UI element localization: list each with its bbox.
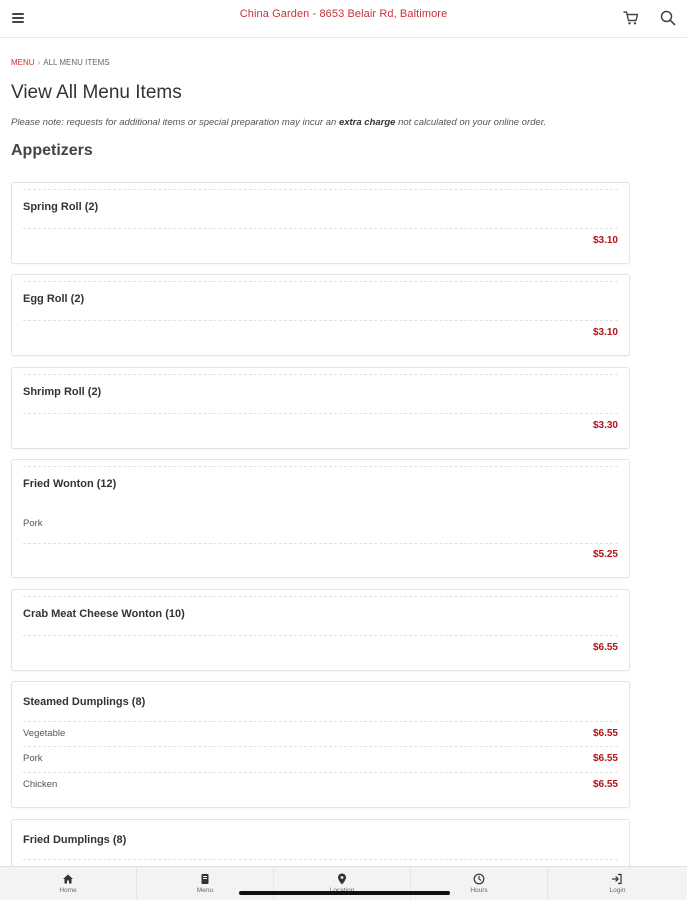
item-name: Steamed Dumplings (8) xyxy=(23,696,146,708)
nav-menu[interactable] xyxy=(137,867,274,900)
item-name: Spring Roll (2) xyxy=(23,201,99,213)
item-price: $3.10 xyxy=(592,327,618,338)
divider xyxy=(23,466,618,467)
divider xyxy=(23,228,618,229)
option-label: Chicken xyxy=(23,779,58,790)
divider xyxy=(23,320,618,321)
divider xyxy=(23,721,618,722)
menu-item-card[interactable] xyxy=(11,459,630,578)
divider xyxy=(23,374,618,375)
notice-emphasis: extra charge xyxy=(338,117,396,128)
nav-label: Home xyxy=(59,887,77,894)
login-icon xyxy=(611,873,623,885)
cart-icon[interactable] xyxy=(622,9,640,27)
notice-prefix: Please note: requests for additional items or special preparation may incur an xyxy=(11,117,339,128)
option-price: $6.55 xyxy=(592,779,618,790)
breadcrumb-current: ALL MENU ITEMS xyxy=(43,58,110,67)
nav-label: Hours xyxy=(470,887,488,894)
page-title: View All Menu Items xyxy=(11,82,182,103)
nav-hours[interactable] xyxy=(411,867,548,900)
restaurant-title[interactable]: China Garden - 8653 Belair Rd, Baltimore xyxy=(239,8,448,20)
option-label: Pork xyxy=(23,753,43,764)
menu-item-card[interactable] xyxy=(11,182,630,264)
option-price: $6.55 xyxy=(592,753,618,764)
divider xyxy=(23,413,618,414)
item-name: Crab Meat Cheese Wonton (10) xyxy=(23,608,185,620)
item-price: $3.10 xyxy=(592,235,618,246)
option-price: $6.55 xyxy=(592,728,618,739)
divider xyxy=(23,635,618,636)
divider xyxy=(23,189,618,190)
item-price: $3.30 xyxy=(592,420,618,431)
menu-item-card[interactable] xyxy=(11,681,630,808)
menu-item-card[interactable] xyxy=(11,589,630,671)
notice-suffix: not calculated on your online order. xyxy=(395,117,547,128)
search-icon[interactable] xyxy=(659,9,677,27)
divider xyxy=(23,281,618,282)
item-price: $5.25 xyxy=(592,549,618,560)
divider xyxy=(23,543,618,544)
menu-item-card[interactable] xyxy=(11,274,630,356)
item-name: Shrimp Roll (2) xyxy=(23,386,102,398)
nav-login[interactable] xyxy=(548,867,687,900)
divider xyxy=(23,596,618,597)
top-header xyxy=(0,0,687,38)
location-pin-icon xyxy=(336,873,348,885)
item-name: Fried Wonton (12) xyxy=(23,478,117,490)
nav-label: Login xyxy=(609,887,626,894)
item-description: Pork xyxy=(23,518,43,529)
breadcrumb-menu-link[interactable]: MENU xyxy=(11,58,35,67)
option-label: Vegetable xyxy=(23,728,66,739)
home-icon xyxy=(62,873,74,885)
breadcrumb xyxy=(11,58,110,67)
divider xyxy=(23,772,618,773)
menu-item-card[interactable] xyxy=(11,367,630,449)
home-indicator[interactable] xyxy=(239,891,450,895)
clock-icon xyxy=(473,873,485,885)
nav-location[interactable] xyxy=(274,867,411,900)
menu-book-icon xyxy=(199,873,211,885)
breadcrumb-separator: › xyxy=(37,58,41,67)
item-name: Egg Roll (2) xyxy=(23,293,85,305)
section-title-appetizers: Appetizers xyxy=(11,142,93,159)
item-name: Fried Dumplings (8) xyxy=(23,834,127,846)
nav-label: Menu xyxy=(196,887,214,894)
item-price: $6.55 xyxy=(592,642,618,653)
order-notice xyxy=(11,117,546,128)
divider xyxy=(23,859,618,860)
divider xyxy=(23,746,618,747)
nav-home[interactable] xyxy=(0,867,137,900)
